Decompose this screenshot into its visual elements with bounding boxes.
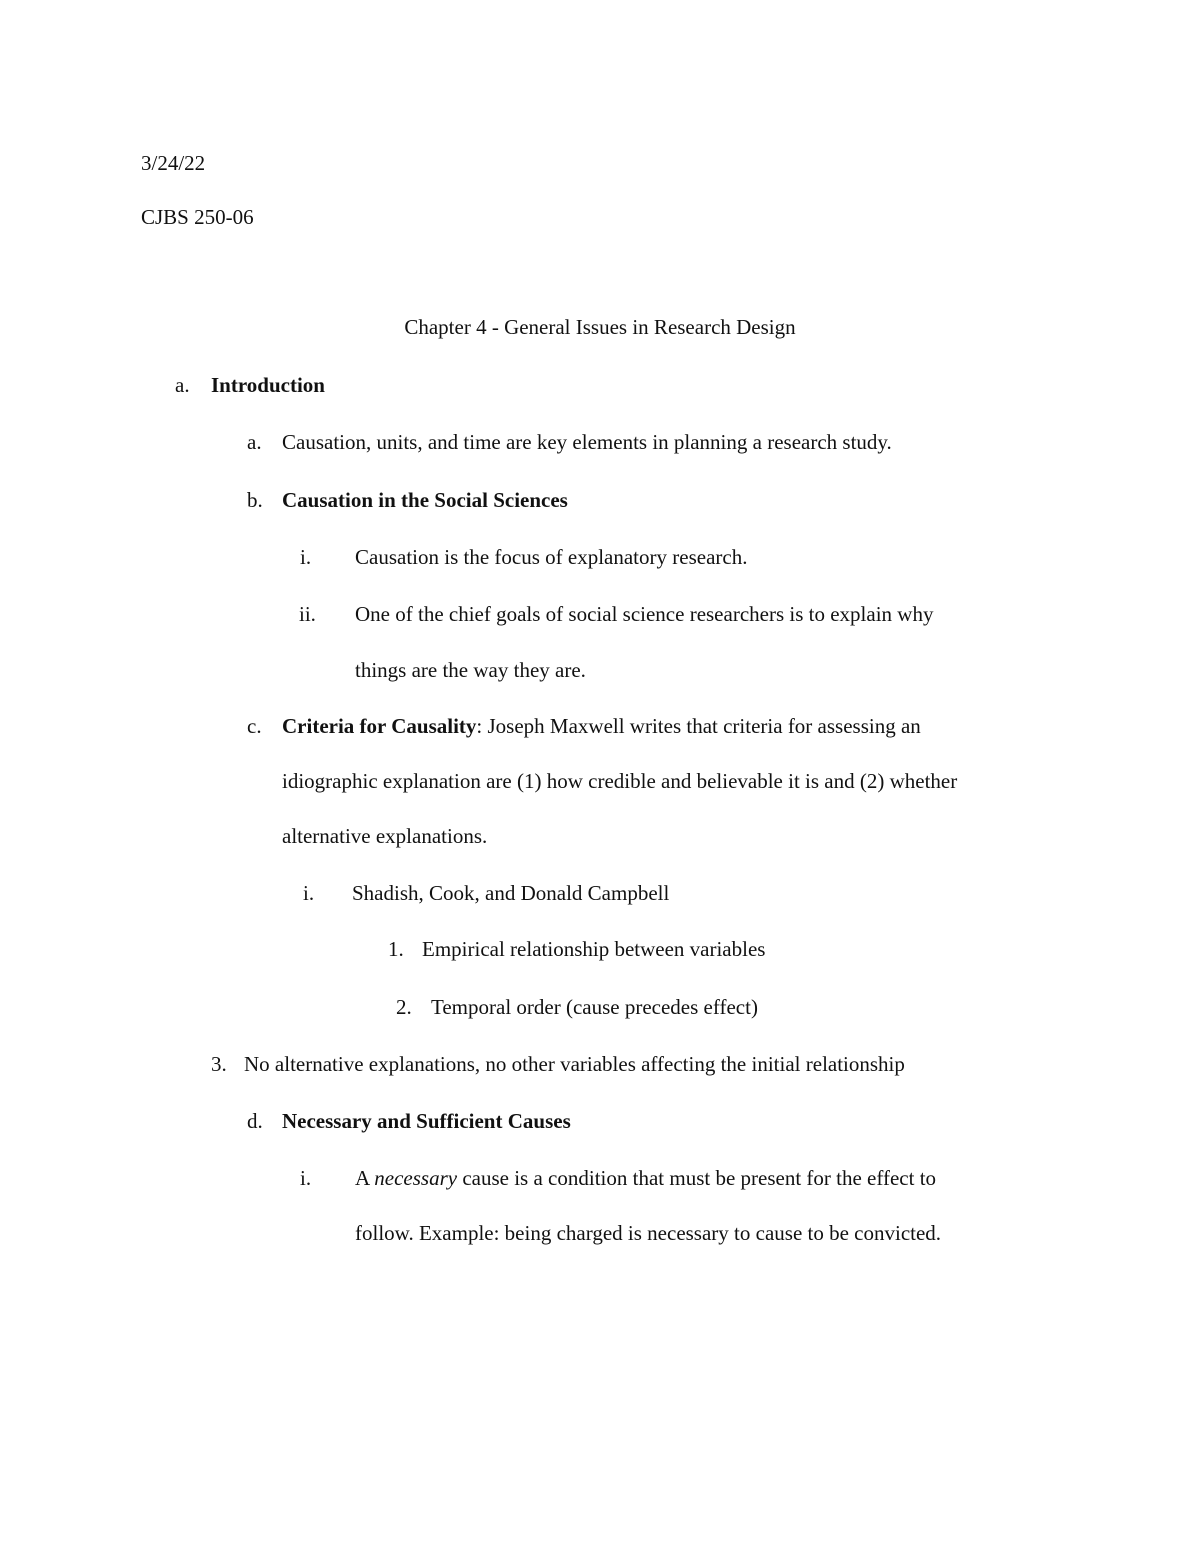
list-item-text: Causation is the focus of explanatory research. [355,545,748,569]
list-item-text: : Joseph Maxwell writes that criteria for assessing an [476,714,921,738]
list-marker: a. [247,430,262,454]
section-heading-causation: Causation in the Social Sciences [282,488,568,512]
list-marker: i. [300,1166,312,1190]
list-marker: c. [247,714,262,738]
list-item-criteria [282,712,921,740]
list-item-text-continued: things are the way they are. [355,658,586,682]
list-marker: 1. [388,937,404,961]
page-title: Chapter 4 - General Issues in Research Design [404,315,796,339]
section-heading-necessary-sufficient: Necessary and Sufficient Causes [282,1109,571,1133]
list-marker: 3. [211,1052,227,1076]
list-item-text: Shadish, Cook, and Donald Campbell [352,881,670,905]
list-item-text-continued: follow. Example: being charged is necessary to cause to be convicted. [355,1221,942,1245]
section-heading-introduction: Introduction [211,373,325,397]
list-marker: b. [247,488,263,512]
section-heading-criteria: Criteria for Causality [282,714,477,738]
list-marker: ii. [299,602,316,626]
list-item-text: Empirical relationship between variables [422,937,766,961]
list-item-text-continued: alternative explanations. [282,824,488,848]
course-line: CJBS 250-06 [141,205,254,229]
list-item-text: One of the chief goals of social science researchers is to explain why [355,602,934,626]
list-item-text: Temporal order (cause precedes effect) [431,995,758,1019]
emphasis-text: necessary [374,1166,458,1190]
list-item-text: A [355,1166,375,1190]
list-marker: 2. [396,995,412,1019]
list-marker: d. [247,1109,263,1133]
list-item-necessary-cause [355,1164,936,1192]
date-line: 3/24/22 [141,151,206,175]
list-item-text: Causation, units, and time are key elements in planning a research study. [282,430,892,454]
list-marker: i. [303,881,315,905]
list-item-text-continued: idiographic explanation are (1) how credible and believable it is and (2) whether [282,769,958,793]
list-item-text: No alternative explanations, no other variables affecting the initial relationship [244,1052,905,1076]
list-item-text: cause is a condition that must be present for the effect to [457,1166,937,1190]
list-marker: a. [175,373,190,397]
list-marker: i. [300,545,312,569]
